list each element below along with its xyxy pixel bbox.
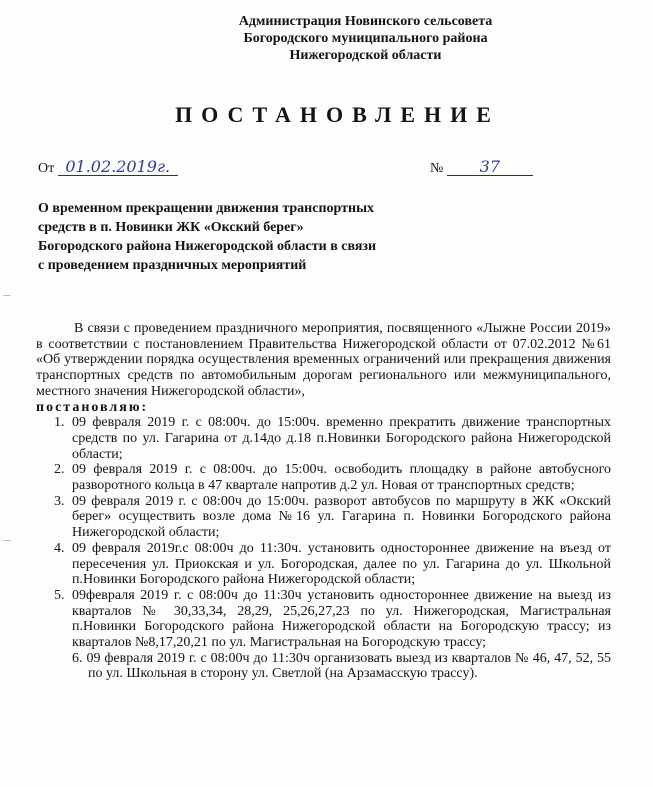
list-item — [54, 415, 611, 462]
item-text: 09 февраля 2019 г. с 08:00ч до 15:00ч. разворот автобусов по маршруту в ЖК «Окский берег» осуществить возле дома №16 ул. Гагарина п. Новинки Богородского района Нижегородской области; — [72, 493, 611, 541]
item-number: 4. — [54, 540, 65, 556]
date-value: 01.02.2019г. — [58, 159, 178, 176]
number-value: 37 — [447, 159, 533, 176]
document-subject: О временном прекращении движения транспортных средств в п. Новинки ЖК «Окский берег» Богородского района Нижегородской области в связи с проведением праздничных мероприятий — [38, 201, 377, 273]
document-title: ПОСТАНОВЛЕНИЕ — [175, 102, 500, 127]
list-item — [72, 651, 611, 682]
scan-mark — [3, 540, 11, 543]
preamble: В связи с проведением праздничного мероприятия, посвященного «Лыжне России 2019» в соответствии с постановлением Правительства Нижегородской области от 07.02.2012 №61 «Об утверждении порядка осуществления временных ограничений или прекращения движения транспортных средств по автомобильным дорогам регионального или межмуниципального, местного значения Нижегородской области», — [36, 321, 611, 399]
date-label: От — [38, 161, 55, 176]
item-number: 1. — [54, 415, 65, 431]
number-line — [430, 159, 533, 177]
item-text: 09февраля 2019 г. с 08:00ч до 11:30ч установить одностороннее движение на выезд из кварталов № 30,33,34, 28,29, 25,26,27,23 по ул. Нижегородская, Магистральная п.Новинки Богородского района Нижегородской области на Богородскую трассу; из кварталов №8,17,20,21 по ул. Магистральная на Богородскую трассу; — [72, 587, 611, 651]
number-label: № — [430, 161, 444, 176]
item-text: 09 февраля 2019г.с 08:00ч до 11:30ч. установить одностороннее движение на въезд от пересечения ул. Приокская и ул. Богородская, далее по ул. Гагарина до ул. Школьной п.Новинки Богородского района Нижегородской области; — [72, 540, 611, 588]
decree-items — [36, 415, 611, 682]
header-line: Нижегородской области — [289, 48, 442, 63]
list-item — [54, 587, 611, 651]
header-line: Богородского муниципального района — [243, 31, 488, 46]
document-body — [36, 321, 611, 682]
item-text: 09 февраля 2019 г. с 08:00ч до 11:30ч организовать выезд из кварталов № 46, 47, 52, 55 по ул. Школьная в сторону ул. Светлой (на Арзамасскую трассу). — [86, 650, 611, 682]
list-item — [54, 493, 611, 541]
decree-word: постановляю: — [36, 399, 149, 415]
item-text: 09 февраля 2019 г. с 08:00ч. до 15:00ч. временно прекратить движение транспортных средств по ул. Гагарина от д.14до д.18 п.Новинки Богородского района Нижегородской области; — [72, 415, 611, 462]
item-number: 5. — [54, 587, 65, 603]
item-text: 09 февраля 2019 г. с 08:00ч. до 15:00ч. освободить площадку в районе автобусного разворотного кольца в 47 квартале напротив д.2 ул. Новая от транспортных средств; — [72, 462, 611, 494]
item-number: 3. — [54, 493, 65, 509]
header-line: Администрация Новинского сельсовета — [238, 14, 493, 29]
list-item — [54, 462, 611, 494]
scan-mark — [3, 295, 11, 298]
item-number: 2. — [54, 462, 65, 478]
date-line — [38, 159, 178, 177]
issuer-header — [0, 13, 653, 64]
list-item — [54, 540, 611, 588]
item-number: 6. — [72, 650, 83, 666]
